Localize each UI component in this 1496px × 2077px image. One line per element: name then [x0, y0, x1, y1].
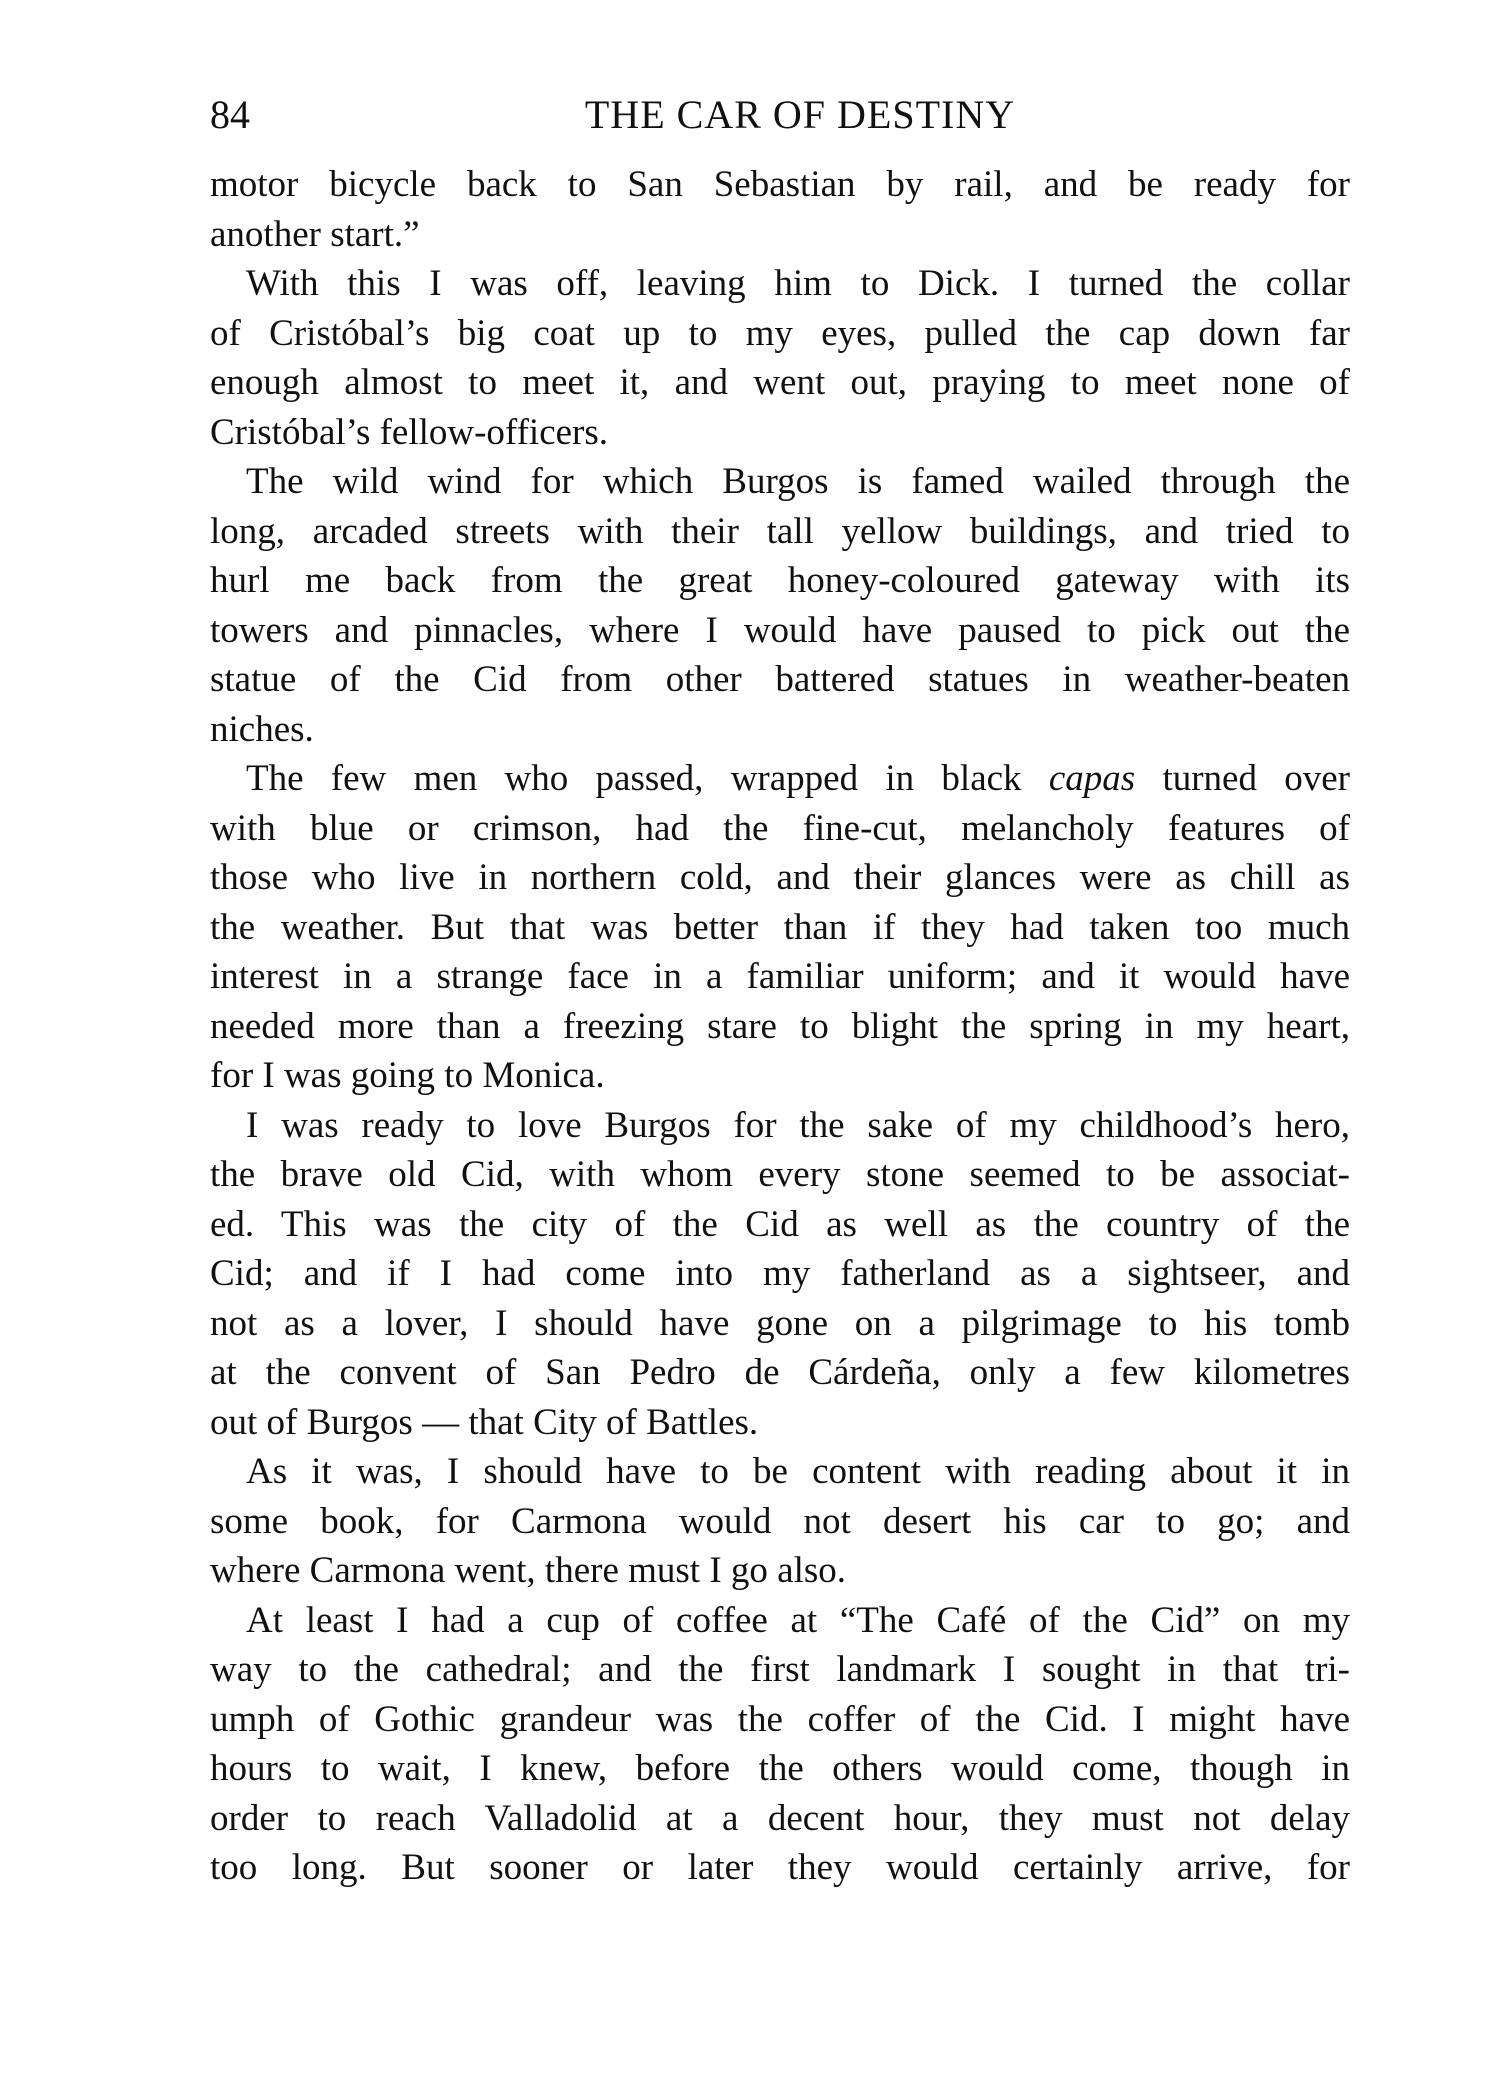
text-line	[210, 606, 1350, 656]
text-line	[210, 210, 1350, 260]
line-text: ed. This was the city of the Cid as well as the country of the	[210, 1203, 1350, 1245]
line-text: interest in a strange face in a familiar uniform; and it would have	[210, 956, 1350, 997]
line-text: out of Burgos — that City of Battles.	[210, 1401, 759, 1443]
line-text: At least I had a cup of coffee at “The Café of the Cid” on my	[246, 1599, 1350, 1641]
line-text: where Carmona went, there must I go also.	[210, 1550, 847, 1591]
line-text: I was ready to love Burgos for the sake of my childhood’s hero,	[246, 1104, 1350, 1146]
paragraph-first-line	[210, 457, 1350, 507]
text-line	[210, 160, 1350, 210]
text-line	[210, 408, 1350, 458]
text-line	[210, 1051, 1350, 1101]
line-text: With this I was off, leaving him to Dick. I turned the collar	[246, 263, 1350, 304]
line-text: niches.	[210, 708, 314, 750]
running-header	[210, 88, 1350, 142]
line-text: some book, for Carmona would not desert his car to go; and	[210, 1500, 1350, 1542]
text-line	[210, 952, 1350, 1002]
line-text: order to reach Valladolid at a decent hour, they must not delay	[210, 1797, 1350, 1839]
paragraph-first-line	[210, 1101, 1350, 1151]
line-text: The wild wind for which Burgos is famed wailed through the	[246, 461, 1350, 502]
line-text: Cid; and if I had come into my fatherland as a sightseer, and	[210, 1253, 1350, 1294]
text-line	[210, 1002, 1350, 1052]
text-line	[210, 358, 1350, 408]
line-text: the brave old Cid, with whom every stone seemed to be associat-	[210, 1154, 1350, 1195]
text-line	[210, 1249, 1350, 1299]
line-text: turned over	[1135, 758, 1350, 799]
text-line	[210, 1348, 1350, 1398]
line-text: statue of the Cid from other battered statues in weather-beaten	[210, 659, 1350, 700]
line-text: towers and pinnacles, where I would have paused to pick out the	[210, 609, 1350, 651]
line-text: needed more than a freezing stare to blight the spring in my heart,	[210, 1005, 1350, 1047]
text-line	[210, 804, 1350, 854]
text-line	[210, 309, 1350, 359]
line-text: The few men who passed, wrapped in black	[246, 758, 1049, 799]
text-line	[210, 1695, 1350, 1745]
line-text: for I was going to Monica.	[210, 1055, 605, 1096]
text-line	[210, 1200, 1350, 1250]
line-text: umph of Gothic grandeur was the coffer of the Cid. I might have	[210, 1698, 1350, 1740]
text-line	[210, 556, 1350, 606]
line-text: too long. But sooner or later they would certainly arrive, for	[210, 1847, 1350, 1888]
text-line	[210, 705, 1350, 755]
line-text: the weather. But that was better than if they had taken too much	[210, 906, 1350, 948]
page-body-text	[210, 160, 1350, 1893]
paragraph-first-line	[210, 1447, 1350, 1497]
text-line	[210, 853, 1350, 903]
line-text: As it was, I should have to be content with reading about it in	[246, 1451, 1350, 1492]
line-text: another start.”	[210, 213, 420, 255]
text-line	[210, 1744, 1350, 1794]
line-text: enough almost to meet it, and went out, praying to meet none of	[210, 362, 1350, 403]
text-line	[210, 507, 1350, 557]
line-text: way to the cathedral; and the first landmark I sought in that tri-	[210, 1649, 1350, 1690]
paragraph-first-line	[210, 1596, 1350, 1646]
paragraph-first-line	[210, 754, 1350, 804]
line-text: those who live in northern cold, and their glances were as chill as	[210, 857, 1350, 898]
text-line	[210, 1150, 1350, 1200]
text-line	[210, 1299, 1350, 1349]
running-title: THE CAR OF DESTINY	[584, 92, 1016, 137]
line-text: of Cristóbal’s big coat up to my eyes, pulled the cap down far	[210, 312, 1350, 354]
italic-word: capas	[1048, 758, 1136, 799]
text-line	[210, 655, 1350, 705]
line-text: hurl me back from the great honey-coloured gateway with its	[210, 560, 1350, 601]
text-line	[210, 1843, 1350, 1893]
line-text: with blue or crimson, had the fine-cut, melancholy features of	[210, 807, 1350, 849]
text-line	[210, 1398, 1350, 1448]
text-line	[210, 1497, 1350, 1547]
text-line	[210, 1794, 1350, 1844]
line-text: long, arcaded streets with their tall yellow buildings, and tried to	[210, 510, 1350, 552]
line-text: motor bicycle back to San Sebastian by rail, and be ready for	[210, 164, 1350, 205]
paragraph-first-line	[210, 259, 1350, 309]
line-text: at the convent of San Pedro de Cárdeña, only a few kilometres	[210, 1352, 1350, 1393]
line-text: Cristóbal’s fellow-officers.	[210, 411, 609, 453]
page-number: 84	[210, 92, 250, 137]
line-text: hours to wait, I knew, before the others would come, though in	[210, 1748, 1350, 1789]
line-text: not as a lover, I should have gone on a pilgrimage to his tomb	[210, 1302, 1350, 1344]
text-line	[210, 1546, 1350, 1596]
text-line	[210, 1645, 1350, 1695]
text-line	[210, 903, 1350, 953]
